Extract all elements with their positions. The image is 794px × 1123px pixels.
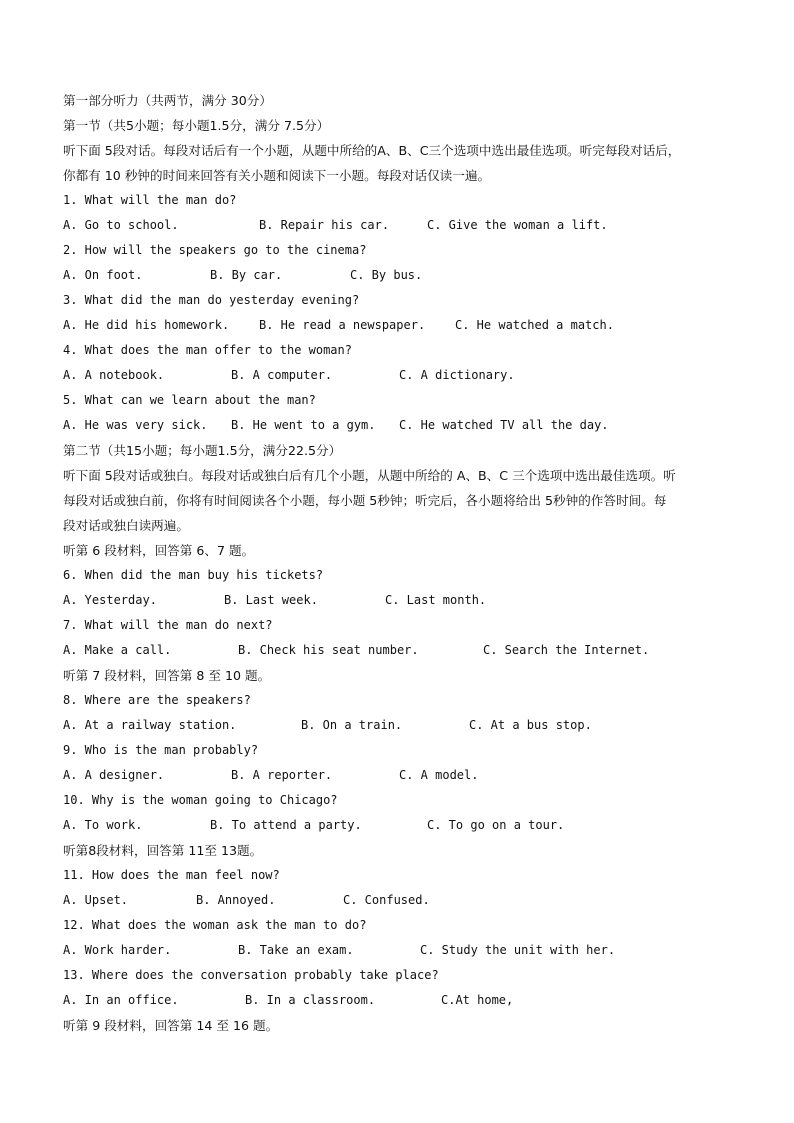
option-c: C. Search the Internet. — [483, 643, 650, 657]
option-a: A. He was very sick. — [63, 418, 208, 432]
option-c: C. By bus. — [350, 268, 423, 282]
options-5 — [63, 413, 763, 438]
options-10 — [63, 813, 763, 838]
section2-title: 第二节（共15小题；每小题1.5分，满分22.5分） — [63, 443, 342, 458]
options-6 — [63, 588, 763, 613]
option-b: B. Check his seat number. — [238, 643, 419, 657]
option-c: C. Confused. — [343, 893, 430, 907]
option-c: C. Study the unit with her. — [420, 943, 616, 957]
option-c: C. Give the woman a lift. — [427, 218, 608, 232]
option-c: C.At home, — [441, 993, 514, 1007]
options-13 — [63, 988, 763, 1013]
option-b: B. In a classroom. — [245, 993, 376, 1007]
option-b: B. He went to a gym. — [231, 418, 376, 432]
option-b: B. By car. — [210, 268, 283, 282]
question-8: 8. Where are the speakers? — [63, 693, 251, 707]
option-a: A. He did his homework. — [63, 318, 230, 332]
options-12 — [63, 938, 763, 963]
option-b: B. Annoyed. — [196, 893, 276, 907]
option-a: A. At a railway station. — [63, 718, 237, 732]
options-9 — [63, 763, 763, 788]
question-3: 3. What did the man do yesterday evening? — [63, 293, 360, 307]
question-10: 10. Why is the woman going to Chicago? — [63, 793, 338, 807]
option-a: A. To work. — [63, 818, 143, 832]
option-c: C. Last month. — [385, 593, 487, 607]
option-b: B. A computer. — [231, 368, 333, 382]
option-a: A. A designer. — [63, 768, 165, 782]
option-a: A. On foot. — [63, 268, 143, 282]
question-2: 2. How will the speakers go to the cinema? — [63, 243, 367, 257]
option-b: B. Repair his car. — [259, 218, 390, 232]
option-b: B. He read a newspaper. — [259, 318, 426, 332]
options-7 — [63, 638, 763, 663]
option-c: C. A model. — [399, 768, 479, 782]
section1-instructions-line2: 你都有 10 秒钟的时间来回答有关小题和阅读下一小题。每段对话仅读一遍。 — [63, 168, 491, 183]
option-a: A. In an office. — [63, 993, 179, 1007]
options-8 — [63, 713, 763, 738]
section2-instructions-line1: 听下面 5段对话或独白。每段对话或独白后有几个小题，从题中所给的 A、B、C 三个选项中选出最佳选项。听 — [63, 468, 676, 483]
option-a: A. Work harder. — [63, 943, 172, 957]
question-4: 4. What does the man offer to the woman? — [63, 343, 352, 357]
option-b: B. To attend a party. — [210, 818, 362, 832]
option-a: A. A notebook. — [63, 368, 165, 382]
question-1: 1. What will the man do? — [63, 193, 237, 207]
option-b: B. A reporter. — [231, 768, 333, 782]
option-b: B. On a train. — [301, 718, 403, 732]
option-a: A. Yesterday. — [63, 593, 157, 607]
option-c: C. To go on a tour. — [427, 818, 565, 832]
option-c: C. At a bus stop. — [469, 718, 592, 732]
part-title: 第一部分听力（共两节，满分 30分） — [63, 93, 272, 108]
question-5: 5. What can we learn about the man? — [63, 393, 316, 407]
options-3 — [63, 313, 763, 338]
option-b: B. Take an exam. — [238, 943, 354, 957]
section1-title: 第一节（共5小题；每小题1.5分，满分 7.5分） — [63, 118, 330, 133]
material-header-6: 听第 6 段材料，回答第 6、7 题。 — [63, 543, 255, 558]
option-c: C. He watched TV all the day. — [399, 418, 609, 432]
question-13: 13. Where does the conversation probably take place? — [63, 968, 439, 982]
question-9: 9. Who is the man probably? — [63, 743, 259, 757]
section2-instructions-line2: 每段对话或独白前，你将有时间阅读各个小题，每小题 5秒钟；听完后，各小题将给出 5秒钟的作答时间。每 — [63, 493, 667, 508]
question-12: 12. What does the woman ask the man to do? — [63, 918, 367, 932]
question-11: 11. How does the man feel now? — [63, 868, 280, 882]
options-1 — [63, 213, 763, 238]
material-header-9: 听第 9 段材料，回答第 14 至 16 题。 — [63, 1018, 279, 1033]
option-a: A. Go to school. — [63, 218, 179, 232]
option-c: C. A dictionary. — [399, 368, 515, 382]
listening-section — [63, 88, 763, 1038]
question-7: 7. What will the man do next? — [63, 618, 273, 632]
section1-instructions-line1: 听下面 5段对话。每段对话后有一个小题，从题中所给的A、B、C三个选项中选出最佳选项。听完每段对话后， — [63, 143, 681, 158]
option-a: A. Upset. — [63, 893, 129, 907]
option-b: B. Last week. — [224, 593, 318, 607]
material-header-8: 听第8段材料，回答第 11至 13题。 — [63, 843, 263, 858]
options-11 — [63, 888, 763, 913]
option-a: A. Make a call. — [63, 643, 172, 657]
section2-instructions-line3: 段对话或独白读两遍。 — [63, 518, 189, 533]
option-c: C. He watched a match. — [455, 318, 614, 332]
question-6: 6. When did the man buy his tickets? — [63, 568, 324, 582]
material-header-7: 听第 7 段材料，回答第 8 至 10 题。 — [63, 668, 271, 683]
options-2 — [63, 263, 763, 288]
options-4 — [63, 363, 763, 388]
